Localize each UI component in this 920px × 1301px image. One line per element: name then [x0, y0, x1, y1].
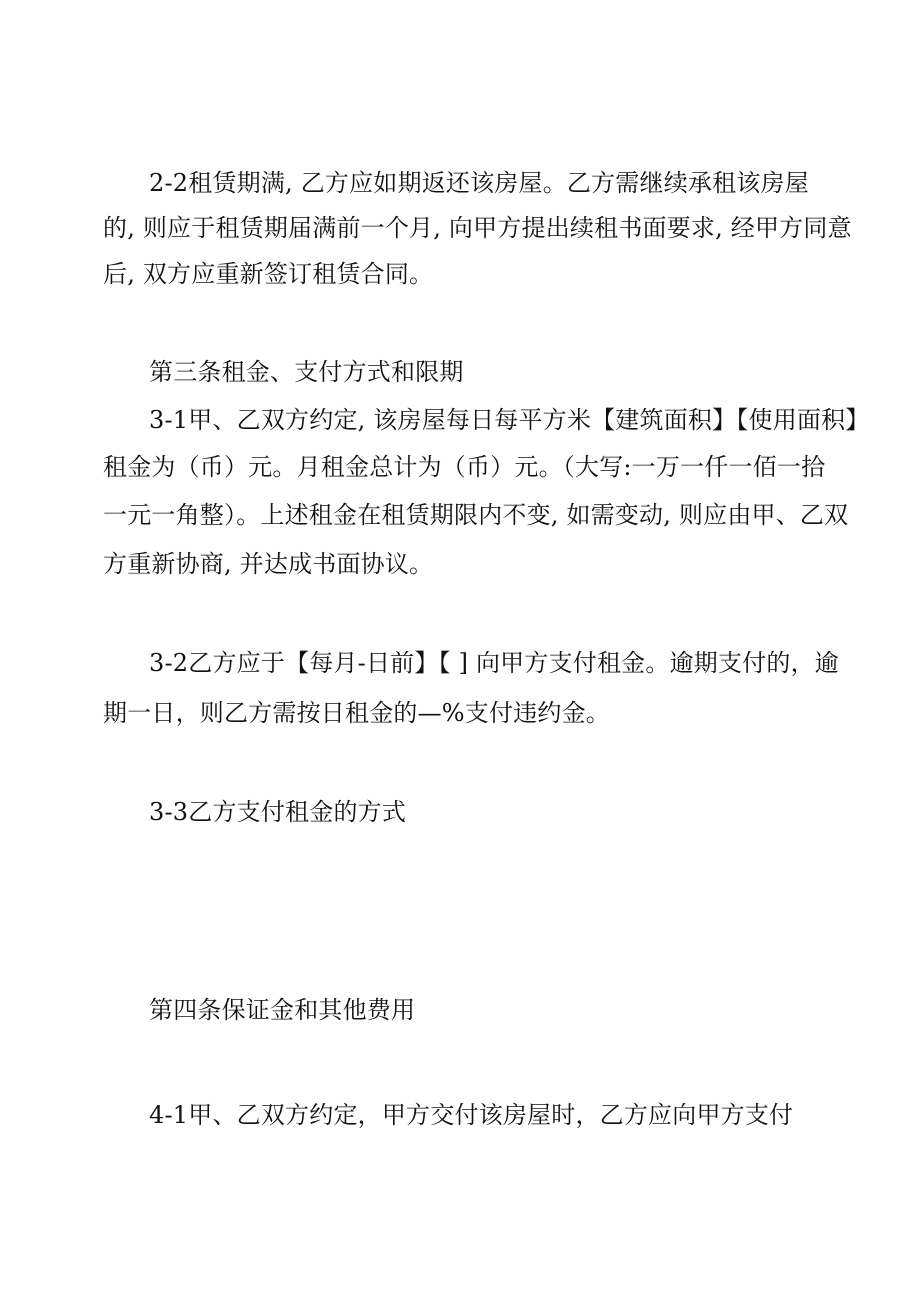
- article-3-heading: 第三条租金、支付方式和限期: [149, 358, 464, 386]
- clause-3-3: 3-3乙方支付租金的方式: [149, 798, 407, 826]
- clause-2-2-line-2: 的, 则应于租赁期届满前一个月, 向甲方提出续租书面要求, 经甲方同意: [103, 214, 852, 242]
- clause-2-2-line-1: 2-2租赁期满, 乙方应如期返还该房屋。乙方需继续承租该房屋: [149, 169, 809, 197]
- clause-3-1-line-1: 3-1甲、乙双方约定, 该房屋每日每平方米【建筑面积】【使用面积】: [149, 406, 870, 434]
- clause-3-1-line-3: 一元一角整）。上述租金在租赁期限内不变, 如需变动, 则应由甲、乙双: [103, 501, 849, 529]
- clause-3-1-line-4: 方重新协商, 并达成书面协议。: [103, 550, 434, 578]
- clause-4-1: 4-1甲、乙双方约定，甲方交付该房屋时，乙方应向甲方支付: [149, 1101, 794, 1129]
- clause-3-2-line-1: 3-2乙方应于【每月-日前】【 ] 向甲方支付租金。逾期支付的，逾: [149, 649, 839, 677]
- clause-3-1-line-2: 租金为（币）元。月租金总计为（币）元。（大写:一万一仟一佰一拾: [103, 453, 826, 481]
- article-4-heading: 第四条保证金和其他费用: [149, 996, 416, 1024]
- clause-2-2-line-3: 后, 双方应重新签订租赁合同。: [103, 260, 434, 288]
- clause-3-2-line-2: 期一日，则乙方需按日租金的—%支付违约金。: [103, 699, 611, 727]
